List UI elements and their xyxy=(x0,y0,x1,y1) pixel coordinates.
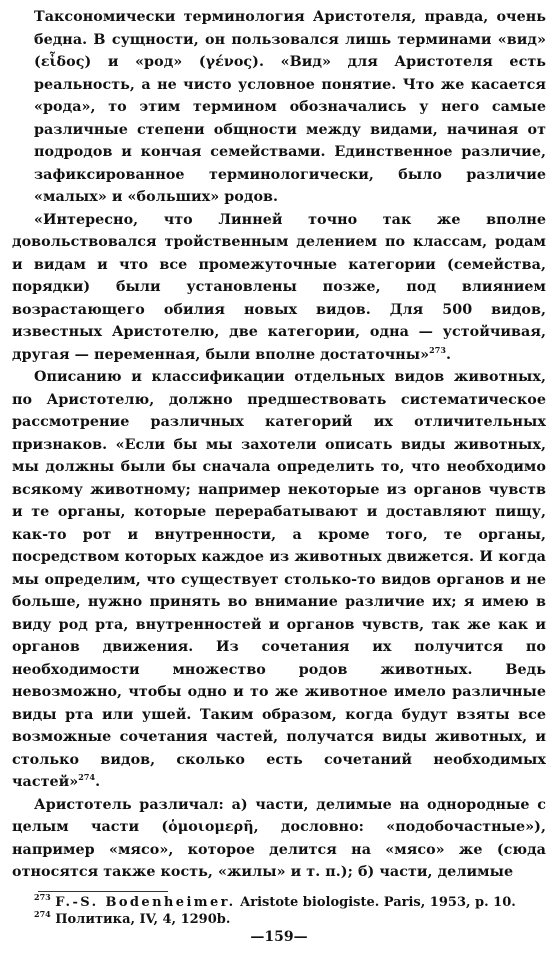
footnote-text: Политика, IV, 4, 1290b. xyxy=(55,911,231,927)
paragraph-text: «Интересно, что Линней точно так же вполне довольствовался тройственным делением по классам, родам и видам и что все промежуточные категории (семейства, порядки) были установлены позже, под влиянием возрастающего обилия новых видов. Для 500 видов, известных Аристотелю, две категории, одна — устойчивая, другая — переменная, были вполне достаточны» xyxy=(12,211,546,363)
footnote-text: Aristote biologiste. Paris, 1953, p. 10. xyxy=(240,894,516,910)
footnote-divider xyxy=(38,891,168,892)
paragraph-taxonomy: Таксономически терминология Аристотеля, правда, очень бедна. В сущности, он пользовался лишь терминами «вид» (εἶδος) и «род» (γένος). «Вид» для Аристотеля есть реальность, а не чисто условное понятие. Что же касается «рода», то этим термином обозначались у него самые различные степени общности между видами, начиная от подродов и кончая семействами. Единственное различие, зафиксированное терминологически, было различие «малых» и «больших» родов. xyxy=(34,9,546,205)
footnote-ref-274: 274 xyxy=(78,772,96,782)
footnote-273 xyxy=(12,891,546,911)
page-number: —159— xyxy=(250,929,308,945)
paragraph-text: Описанию и классификации отдельных видов животных, по Аристотелю, должно предшествовать систематическое рассмотрение различных категорий их отличительных признаков. «Если бы мы захотели описать виды животных, мы должны были бы сначала определить то, что необходимо всякому животному; например некоторые из органов чувств и те органы, которые перерабатывают и доставляют пищу, как-то рот и внутренности, а кроме того, те органы, посредством которых каждое из животных движется. И когда мы определим, что существует столько-то видов органов и не больше, нужно принять во внимание различие их; я имею в виду род рта, внутренностей и органов чувств, так же как и органов движения. Из сочетания их получится по необходимости множество родов животных. Ведь невозможно, чтобы одно и то же животное имело различные виды рта или ушей. Таким образом, когда будут взяты все возможные сочетания частей, получатся виды животных, и столько видов, сколько есть сочетаний необходимых частей» xyxy=(12,369,546,790)
paragraph-classification: Описанию и классификации отдельных видов животных, по Аристотелю, должно предшествовать систематическое рассмотрение различных категорий их отличительных признаков. «Если бы мы захотели описать виды животных, мы должны были бы сначала определить то, что необходимо всякому животному; например некоторые из органов чувств и те органы, которые перерабатывают и доставляют пищу, как-то рот и внутренности, а кроме того, те органы, посредством которых каждое из животных движется. И когда мы определим, что существует столько-то видов органов и не больше, нужно принять во внимание различие их; я имею в виду род рта, внутренностей и органов чувств, так же как и органов движения. Из сочетания их получится по необходимости множество родов животных. Ведь невозможно, чтобы одно и то же животное имело различные виды рта или ушей. Таким образом, когда будут взяты все возможные сочетания частей, получатся виды животных, и столько видов, сколько есть сочетаний необходимых частей»$^{274}$. xyxy=(12,369,546,790)
paragraph-linnaeus-quote: «Интересно, что Линней точно так же вполне довольствовался тройственным делением по классам, родам и видам и что все промежуточные категории (семейства, порядки) были установлены позже, под влиянием возрастающего обилия новых видов. Для 500 видов, известных Аристотелю, две категории, одна — устойчивая, другая — переменная, были вполне достаточны»$^{273}$. xyxy=(12,211,546,363)
footnote-number: 273 xyxy=(34,891,51,902)
footnote-274 xyxy=(12,908,546,928)
footnote-number: 274 xyxy=(34,908,51,919)
footnote-ref-273: 273 xyxy=(429,344,447,355)
footnote-author: F.-S. Bodenheimer. xyxy=(55,894,236,910)
paragraph-parts: Аристотель различал: а) части, делимые на однородные с целым части (ὁμοιομερῆ, дословно: «подобочастные»), например «мясо», которое делится на «мясо» же (сюда относятся также кость, «жилы» и т. п.); б) части, делимые xyxy=(12,796,546,880)
